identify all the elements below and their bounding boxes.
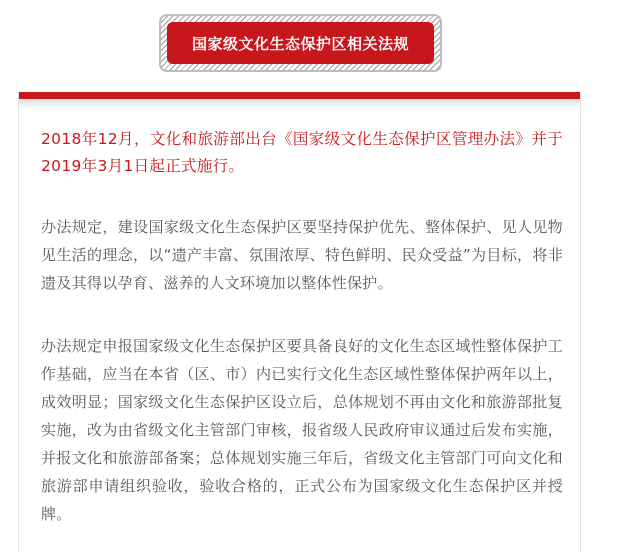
panel-top-bar bbox=[19, 92, 580, 99]
section-title: 国家级文化生态保护区相关法规 bbox=[167, 22, 434, 64]
lead-paragraph: 2018年12月，文化和旅游部出台《国家级文化生态保护区管理办法》并于2019年3月1日起正式施行。 bbox=[41, 130, 563, 175]
panel-top-shadow bbox=[19, 99, 580, 109]
article-panel bbox=[18, 92, 581, 552]
body-paragraph-application: 办法规定申报国家级文化生态保护区要具备良好的文化生态区域性整体保护工作基础，应当在本省（区、市）内已实行文化生态区域性整体保护两年以上，成效明显；国家级文化生态保护区设立后，总体规划不再由文化和旅游部批复实施，改为由省级文化主管部门审核，报省级人民政府审议通过后发布实施，并报文化和旅游部备案；总体规划实施三年后，省级文化主管部门可向文化和旅游部申请组织验收，验收合格的，正式公布为国家级文化生态保护区并授牌。 bbox=[41, 337, 563, 523]
section-title-frame bbox=[159, 14, 442, 72]
body-paragraph-principles: 办法规定，建设国家级文化生态保护区要坚持保护优先、整体保护、见人见物见生活的理念，以“遗产丰富、氛围浓厚、特色鲜明、民众受益”为目标，将非遗及其得以孕育、滋养的人文环境加以整体性保护。 bbox=[41, 218, 563, 292]
